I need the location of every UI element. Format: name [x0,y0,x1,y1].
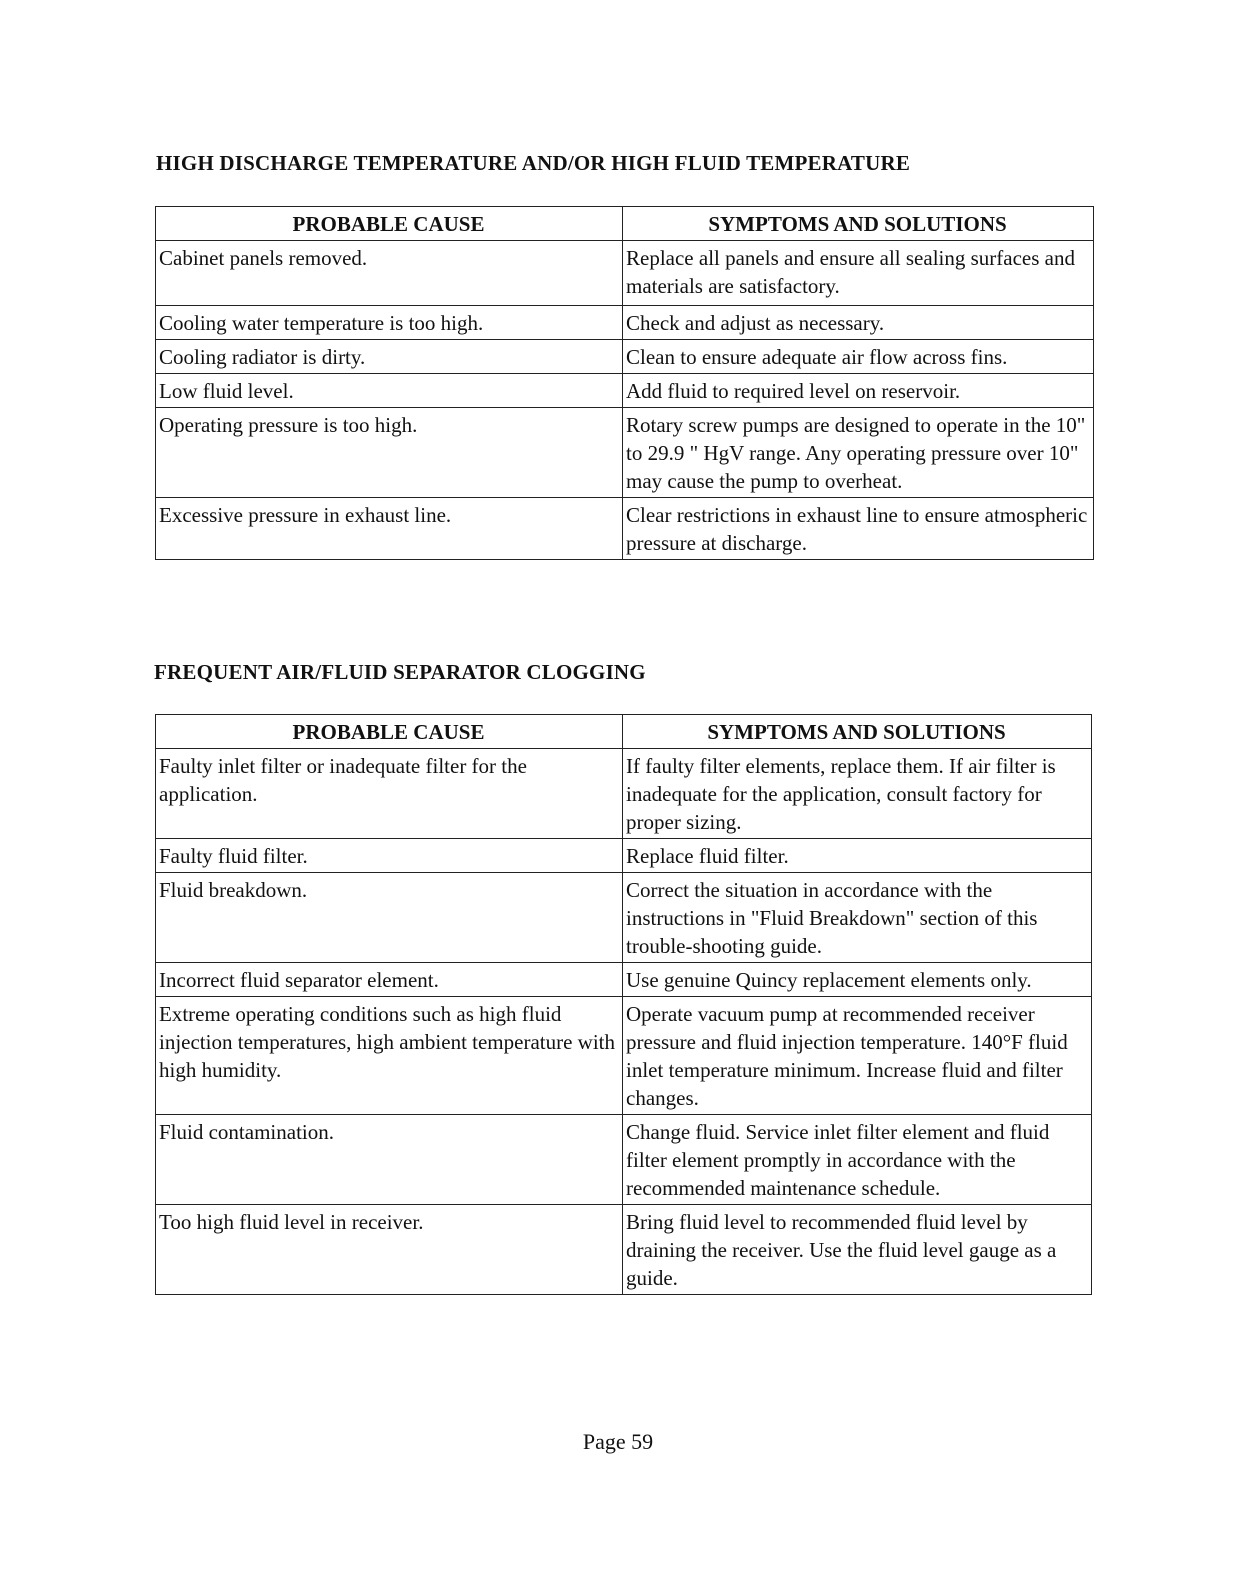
cause-cell: Cabinet panels removed. [156,241,623,306]
solution-cell: Correct the situation in accordance with the instructions in "Fluid Breakdown" section of this trouble-shooting guide. [623,873,1092,963]
cause-cell: Cooling water temperature is too high. [156,306,623,340]
table-row [156,1115,1092,1205]
cause-cell: Too high fluid level in receiver. [156,1205,623,1295]
troubleshooting-table [155,714,1092,1295]
solution-cell: Use genuine Quincy replacement elements only. [623,963,1092,997]
table-row [156,306,1094,340]
cause-cell: Faulty fluid filter. [156,839,623,873]
cause-cell: Cooling radiator is dirty. [156,340,623,374]
solution-cell: Replace all panels and ensure all sealing surfaces and materials are satisfactory. [623,241,1094,306]
section-title: HIGH DISCHARGE TEMPERATURE AND/OR HIGH FLUID TEMPERATURE [156,151,911,175]
solution-cell: Bring fluid level to recommended fluid level by draining the receiver. Use the fluid level gauge as a guide. [623,1205,1092,1295]
table-row [156,963,1092,997]
solution-cell: Rotary screw pumps are designed to operate in the 10" to 29.9 " HgV range. Any operating pressure over 10" may cause the pump to overheat. [623,408,1094,498]
solution-cell: Change fluid. Service inlet filter element and fluid filter element promptly in accordance with the recommended maintenance schedule. [623,1115,1092,1205]
solution-cell: Operate vacuum pump at recommended receiver pressure and fluid injection temperature. 140°F fluid inlet temperature minimum. Increase fluid and filter changes. [623,997,1092,1115]
table-row [156,340,1094,374]
column-header-probable-cause: PROBABLE CAUSE [156,715,623,749]
solution-cell: Replace fluid filter. [623,839,1092,873]
solution-cell: Add fluid to required level on reservoir. [623,374,1094,408]
table-row [156,408,1094,498]
table-header-row [156,207,1094,241]
table-row [156,873,1092,963]
troubleshooting-table [155,206,1094,560]
cause-cell: Fluid contamination. [156,1115,623,1205]
table-row [156,839,1092,873]
cause-cell: Excessive pressure in exhaust line. [156,498,623,560]
cause-cell: Faulty inlet filter or inadequate filter for the application. [156,749,623,839]
cause-cell: Operating pressure is too high. [156,408,623,498]
cause-cell: Fluid breakdown. [156,873,623,963]
solution-cell: If faulty filter elements, replace them. If air filter is inadequate for the application, consult factory for proper sizing. [623,749,1092,839]
table-row [156,749,1092,839]
column-header-probable-cause: PROBABLE CAUSE [156,207,623,241]
column-header-symptoms-solutions: SYMPTOMS AND SOLUTIONS [623,207,1094,241]
column-header-symptoms-solutions: SYMPTOMS AND SOLUTIONS [623,715,1092,749]
cause-cell: Extreme operating conditions such as high fluid injection temperatures, high ambient temperature with high humidity. [156,997,623,1115]
cause-cell: Incorrect fluid separator element. [156,963,623,997]
section-title: FREQUENT AIR/FLUID SEPARATOR CLOGGING [154,660,646,684]
solution-cell: Clean to ensure adequate air flow across fins. [623,340,1094,374]
solution-cell: Clear restrictions in exhaust line to ensure atmospheric pressure at discharge. [623,498,1094,560]
cause-cell: Low fluid level. [156,374,623,408]
table-row [156,241,1094,306]
table-row [156,498,1094,560]
table-row [156,1205,1092,1295]
table-row [156,374,1094,408]
solution-cell: Check and adjust as necessary. [623,306,1094,340]
page-number: Page 59 [582,1429,654,1454]
table-row [156,997,1092,1115]
table-header-row [156,715,1092,749]
